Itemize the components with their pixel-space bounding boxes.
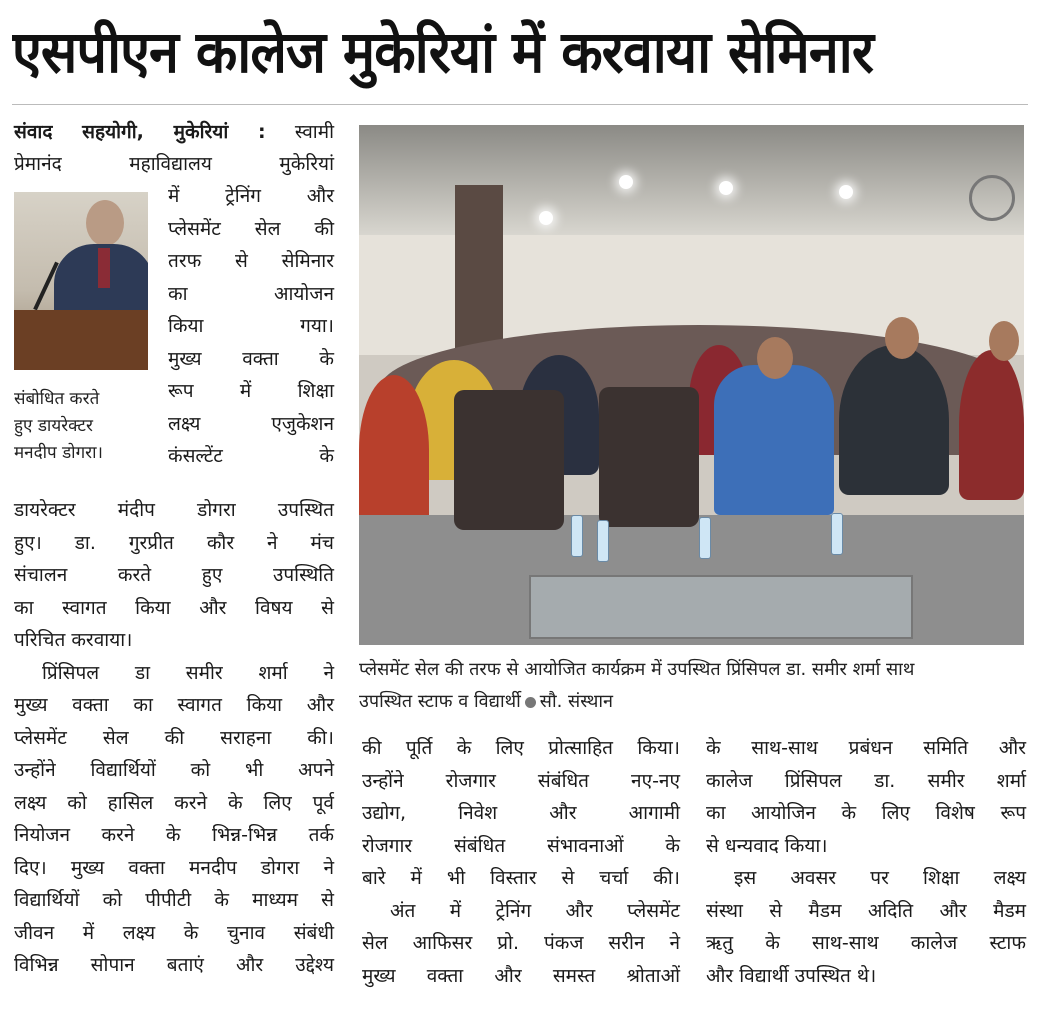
photo-shape: [885, 317, 919, 359]
text-line: का स्वागत किया और विषय से: [14, 596, 334, 619]
bottle-icon: [699, 517, 711, 559]
text-line: प्रिंसिपल डा समीर शर्मा ने: [42, 661, 334, 684]
col2-body: [362, 732, 680, 992]
text-line: और विद्यार्थी उपस्थित थे।: [706, 964, 877, 987]
podium: [14, 310, 148, 370]
bottle-icon: [597, 520, 609, 562]
text-line: प्रेमानंद महाविद्यालय मुकेरियां: [14, 153, 334, 175]
text-line: लक्ष्य एजुकेशन: [168, 412, 334, 435]
text-line: कंसल्टेंट के: [168, 445, 334, 467]
text-line: उन्होंने विद्यार्थियों को भी अपने: [14, 759, 334, 781]
photo-shape: [839, 185, 853, 199]
photo-shape: [86, 200, 124, 246]
caption-line: संबोधित करते: [14, 389, 100, 409]
text-line: प्लेसमेंट सेल की सराहना की।: [14, 726, 334, 749]
photo-shape: [714, 365, 834, 515]
text-line: उन्होंने रोजगार संबंधित नए-नए: [362, 769, 680, 792]
text-line: मुख्य वक्ता और समस्त श्रोताओं: [362, 964, 680, 987]
photo-shape: [757, 337, 793, 379]
text-line: जीवन में लक्ष्य के चुनाव संबंधी: [14, 921, 334, 944]
byline: संवाद सहयोगी, मुकेरियां :: [14, 121, 266, 143]
speaker-photo-caption: [14, 386, 154, 467]
text-line: रूप में शिक्षा: [168, 380, 334, 402]
photo-shape: [539, 211, 553, 225]
caption-text: उपस्थित स्टाफ व विद्यार्थी: [359, 691, 521, 712]
text-line: सेल आफिसर प्रो. पंकज सरीन ने: [362, 932, 680, 954]
text-line: के साथ-साथ प्रबंधन समिति और: [706, 737, 1026, 759]
col1-second-line: [14, 148, 334, 181]
bottle-icon: [571, 515, 583, 557]
event-photo: [359, 125, 1024, 645]
text-line: का आयोजिन के लिए विशेष रूप: [706, 802, 1026, 824]
caption-credit: सौ. संस्थान: [539, 691, 614, 712]
caption-line: प्लेसमेंट सेल की तरफ से आयोजित कार्यक्रम में उपस्थित प्रिंसिपल डा. समीर शर्मा साथ: [359, 659, 915, 680]
text-line: दिए। मुख्य वक्ता मनदीप डोगरा ने: [14, 856, 334, 879]
text-line: कालेज प्रिंसिपल डा. समीर शर्मा: [706, 769, 1026, 792]
photo-shape: [619, 175, 633, 189]
photo-shape: [989, 321, 1019, 361]
text-line: विभिन्न सोपान बताएं और उद्देश्य: [14, 954, 334, 976]
text-line: संचालन करते हुए उपस्थिति: [14, 564, 334, 586]
text-line: मुख्य वक्ता के: [168, 347, 334, 370]
text-line: नियोजन करने के भिन्न-भिन्न तर्क: [14, 824, 334, 846]
text-line: किया गया।: [168, 315, 334, 337]
bullet-icon: [525, 697, 536, 708]
col1-body: [14, 494, 334, 982]
photo-shape: [529, 575, 913, 639]
text-line: डायरेक्टर मंदीप डोगरा उपस्थित: [14, 499, 334, 521]
col3-body: [706, 732, 1026, 992]
headline: एसपीएन कालेज मुकेरियां में करवाया सेमिनार: [12, 18, 873, 86]
text-line: अंत में ट्रेनिंग और प्लेसमेंट: [390, 899, 680, 922]
bottle-icon: [831, 513, 843, 555]
photo-shape: [454, 390, 564, 530]
photo-shape: [959, 350, 1024, 500]
photo-shape: [719, 181, 733, 195]
col1-first-line: [14, 116, 334, 149]
caption-line: हुए डायरेक्टर: [14, 416, 93, 436]
photo-shape: [599, 387, 699, 527]
text-line: का आयोजन: [168, 282, 334, 305]
photo-shape: [359, 375, 429, 525]
text-line: संस्था से मैडम अदिति और मैडम: [706, 899, 1026, 922]
text-line: विद्यार्थियों को पीपीटी के माध्यम से: [14, 889, 334, 911]
caption-line: मनदीप डोगरा।: [14, 443, 103, 463]
text-line: उद्योग, निवेश और आगामी: [362, 802, 680, 824]
text-line: रोजगार संबंधित संभावनाओं के: [362, 834, 680, 857]
text-line: ऋतु के साथ-साथ कालेज स्टाफ: [706, 932, 1026, 954]
event-photo-caption: [359, 654, 1027, 718]
photo-shape: [839, 345, 949, 495]
text-line: लक्ष्य को हासिल करने के लिए पूर्व: [14, 791, 334, 814]
speaker-photo: [14, 192, 148, 370]
text-line: प्लेसमेंट सेल की: [168, 217, 334, 240]
col1-wrap: [168, 180, 334, 473]
text-line: स्वामी: [294, 121, 334, 143]
text-line: से धन्यवाद किया।: [706, 834, 828, 857]
text-line: इस अवसर पर शिक्षा लक्ष्य: [734, 867, 1026, 889]
photo-shape: [98, 248, 110, 288]
text-line: तरफ से सेमिनार: [168, 250, 334, 272]
text-line: हुए। डा. गुरप्रीत कौर ने मंच: [14, 531, 334, 554]
fan-icon: [969, 175, 1015, 221]
text-line: मुख्य वक्ता का स्वागत किया और: [14, 694, 334, 716]
text-line: में ट्रेनिंग और: [168, 185, 334, 207]
text-line: की पूर्ति के लिए प्रोत्साहित किया।: [362, 737, 680, 759]
headline-rule: [12, 104, 1028, 105]
text-line: बारे में भी विस्तार से चर्चा की।: [362, 867, 680, 889]
text-line: परिचित करवाया।: [14, 629, 133, 651]
